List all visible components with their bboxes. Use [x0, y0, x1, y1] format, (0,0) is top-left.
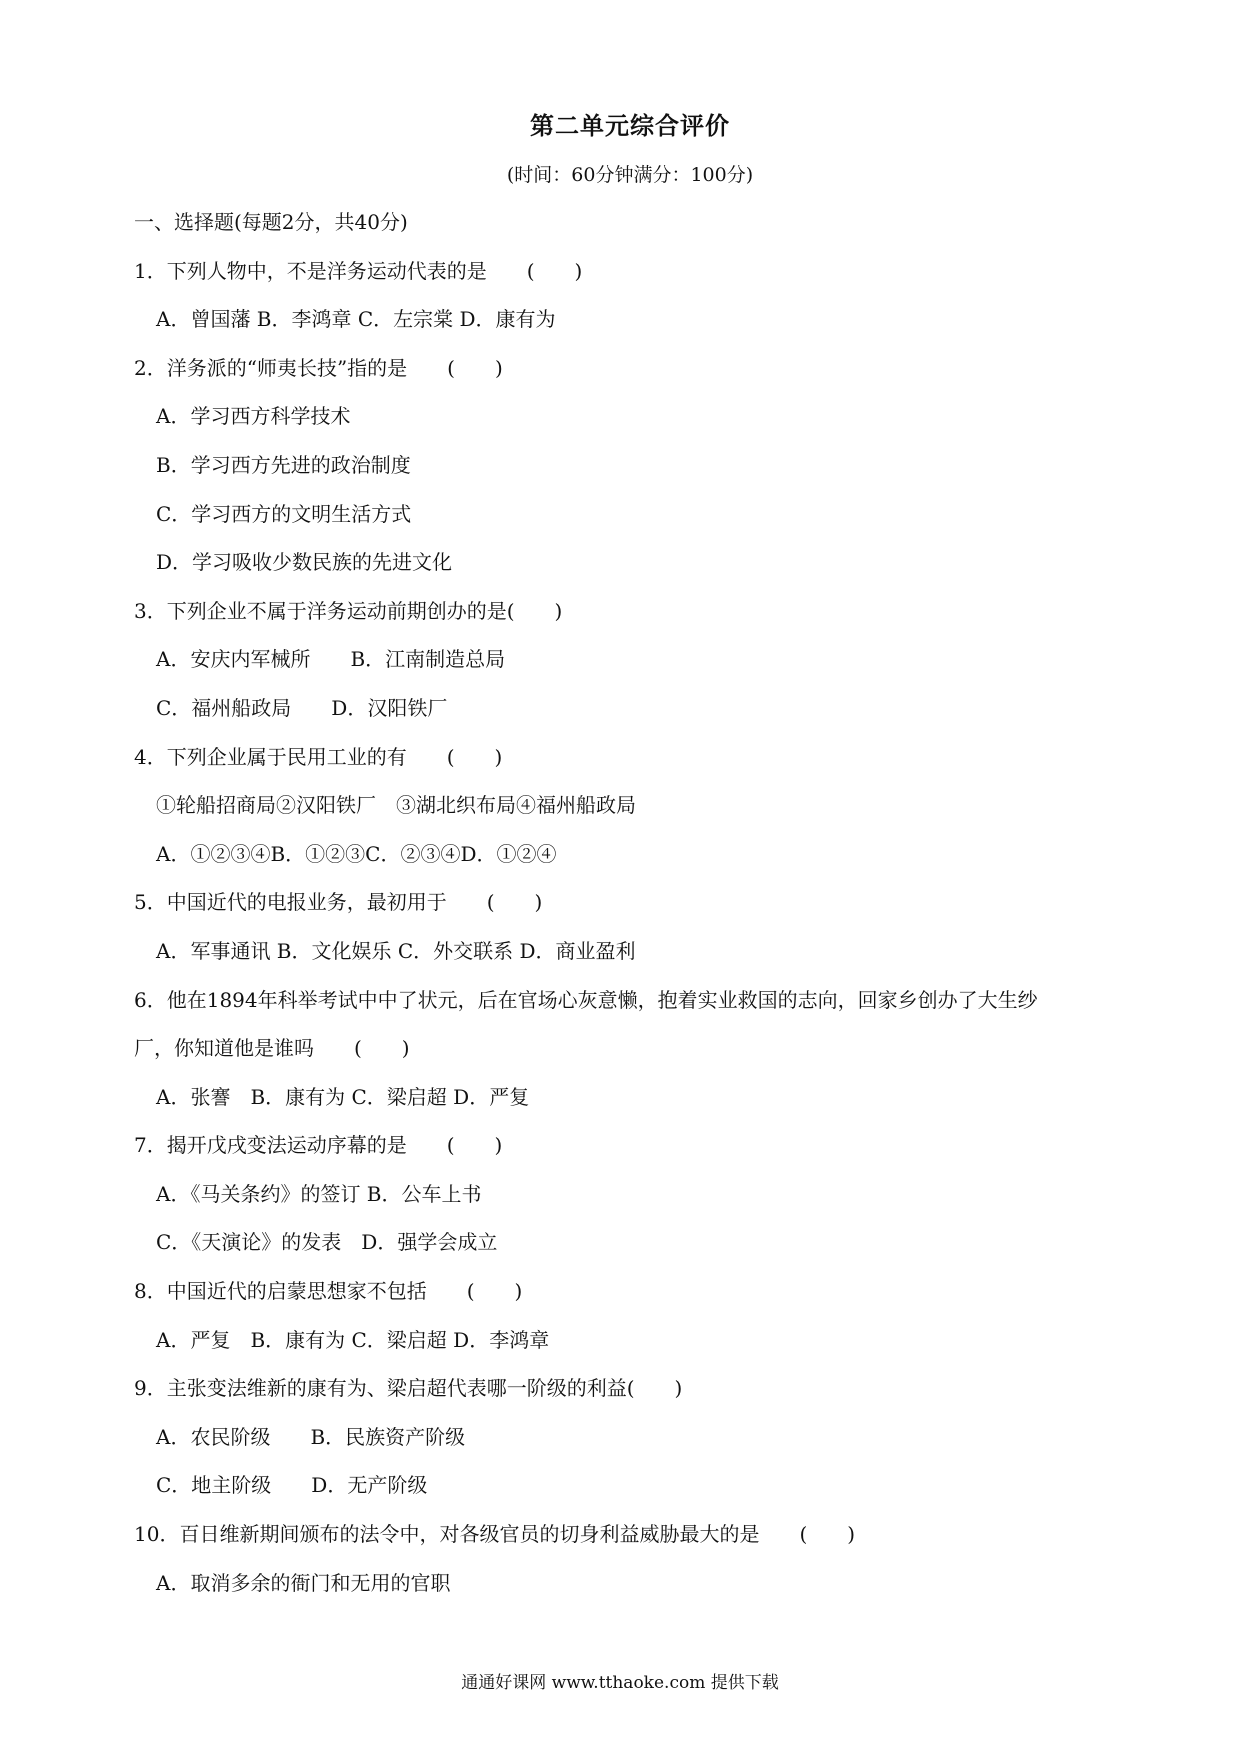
text-line: C．学习西方的文明生活方式: [156, 501, 412, 526]
text-line: ①轮船招商局②汉阳铁厂 ③湖北织布局④福州船政局: [156, 793, 636, 818]
text-line: C．福州船政局 D．汉阳铁厂: [156, 695, 448, 720]
text-line: 3．下列企业不属于洋务运动前期创办的是( ): [134, 598, 563, 623]
page-subtitle: (时间：60分钟满分：100分): [506, 164, 754, 186]
text-line: 厂，你知道他是谁吗 ( ): [134, 1036, 410, 1061]
text-line: 9．主张变法维新的康有为、梁启超代表哪一阶级的利益( ): [134, 1376, 683, 1401]
text-line: A．安庆内军械所 B．江南制造总局: [156, 647, 506, 672]
text-line: A．取消多余的衙门和无用的官职: [156, 1570, 451, 1595]
text-line: 8．中国近代的启蒙思想家不包括 ( ): [134, 1279, 523, 1304]
text-line: B．学习西方先进的政治制度: [156, 452, 411, 477]
text-line: 2．洋务派的“师夷长技”指的是 ( ): [134, 355, 503, 380]
text-line: 6．他在1894年科举考试中中了状元，后在官场心灰意懒，抱着实业救国的志向，回家乡创办了大生纱: [134, 987, 1038, 1012]
text-line: 1．下列人物中，不是洋务运动代表的是 ( ): [134, 258, 583, 283]
question-list: [134, 204, 1134, 1613]
text-line: A．严复 B．康有为 C．梁启超 D．李鸿章: [156, 1327, 550, 1352]
text-line: C．地主阶级 D．无产阶级: [156, 1473, 428, 1498]
text-line: A．曾国藩 B．李鸿章 C．左宗棠 D．康有为: [156, 307, 556, 332]
text-line: 4．下列企业属于民用工业的有 ( ): [134, 744, 503, 769]
text-line: A．军事通讯 B．文化娱乐 C．外交联系 D．商业盈利: [156, 938, 636, 963]
text-line: A．农民阶级 B．民族资产阶级: [156, 1424, 466, 1449]
text-line: A．学习西方科学技术: [156, 404, 351, 429]
text-line: C．《天演论》的发表 D．强学会成立: [156, 1230, 498, 1255]
page-footer: 通通好课网 www.tthaoke.com 提供下载: [461, 1673, 779, 1693]
text-line: D．学习吸收少数民族的先进文化: [156, 550, 453, 575]
text-line: 7．揭开戊戌变法运动序幕的是 ( ): [134, 1133, 503, 1158]
text-line: 一、选择题(每题2分，共40分): [134, 210, 408, 234]
text-line: A．张謇 B．康有为 C．梁启超 D．严复: [156, 1084, 530, 1109]
page-title: 第二单元综合评价: [530, 111, 730, 140]
text-line: 10．百日维新期间颁布的法令中，对各级官员的切身利益威胁最大的是 ( ): [134, 1522, 856, 1547]
text-line: A．①②③④B．①②③C．②③④D．①②④: [156, 841, 557, 866]
text-line: A．《马关条约》的签订 B．公车上书: [156, 1181, 482, 1206]
text-line: 5．中国近代的电报业务，最初用于 ( ): [134, 890, 543, 915]
